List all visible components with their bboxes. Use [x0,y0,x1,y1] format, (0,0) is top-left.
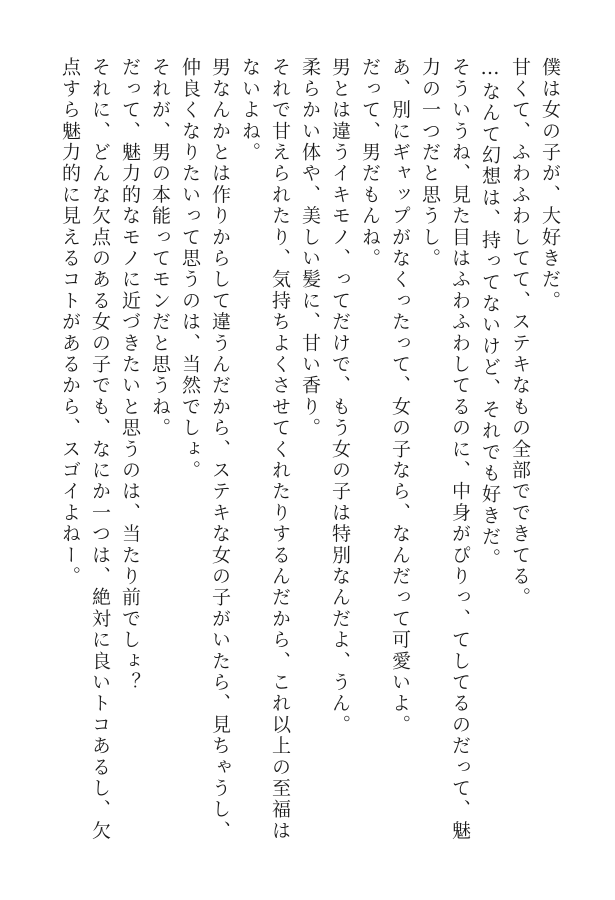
text-line: だって、男だもんね。 [359,57,381,269]
text-line: 男とは違うイキモノ、ってだけで、もう女の子は特別なんだよ、うん。 [329,57,351,736]
text-line: 力の一つだと思うし。 [419,57,441,269]
text-line: 仲良くなりたいって思うのは、当然でしょ。 [179,57,201,481]
text-line: あ、別にギャップがなくったって、女の子なら、なんだって可愛いよ。 [389,57,411,736]
text-line: …なんて幻想は、持ってないけど、それでも好きだ。 [479,57,501,569]
text-line: 点すら魅力的に見えるコトがあるから、スゴイよねー。 [59,57,81,587]
text-line: 柔らかい体や、美しい髪に、甘い香り。 [299,57,321,439]
text-line: 男なんかとは作りからして違うんだから、ステキな女の子がいたら、見ちゃうし、 [209,57,231,842]
text-line: 僕は女の子が、大好きだ。 [539,57,561,312]
text-line: それで甘えられたり、気持ちよくさせてくれたりするんだから、これ以上の至福は [269,57,291,842]
text-line: 甘くて、ふわふわしてて、ステキなもの全部でできてる。 [509,57,531,609]
text-line: そういうね、見た目はふわふわしてるのに、中身がぴりっ、てしてるのだって、魅 [449,57,471,842]
text-line: ないよね。 [239,57,261,163]
text-line: それに、どんな欠点のある女の子でも、なにか一つは、絶対に良いトコあるし、欠 [89,57,111,842]
text-line: だって、魅力的なモノに近づきたいと思うのは、当たり前でしょ？ [119,57,141,693]
text-line: それが、男の本能ってモンだと思うね。 [149,57,171,439]
